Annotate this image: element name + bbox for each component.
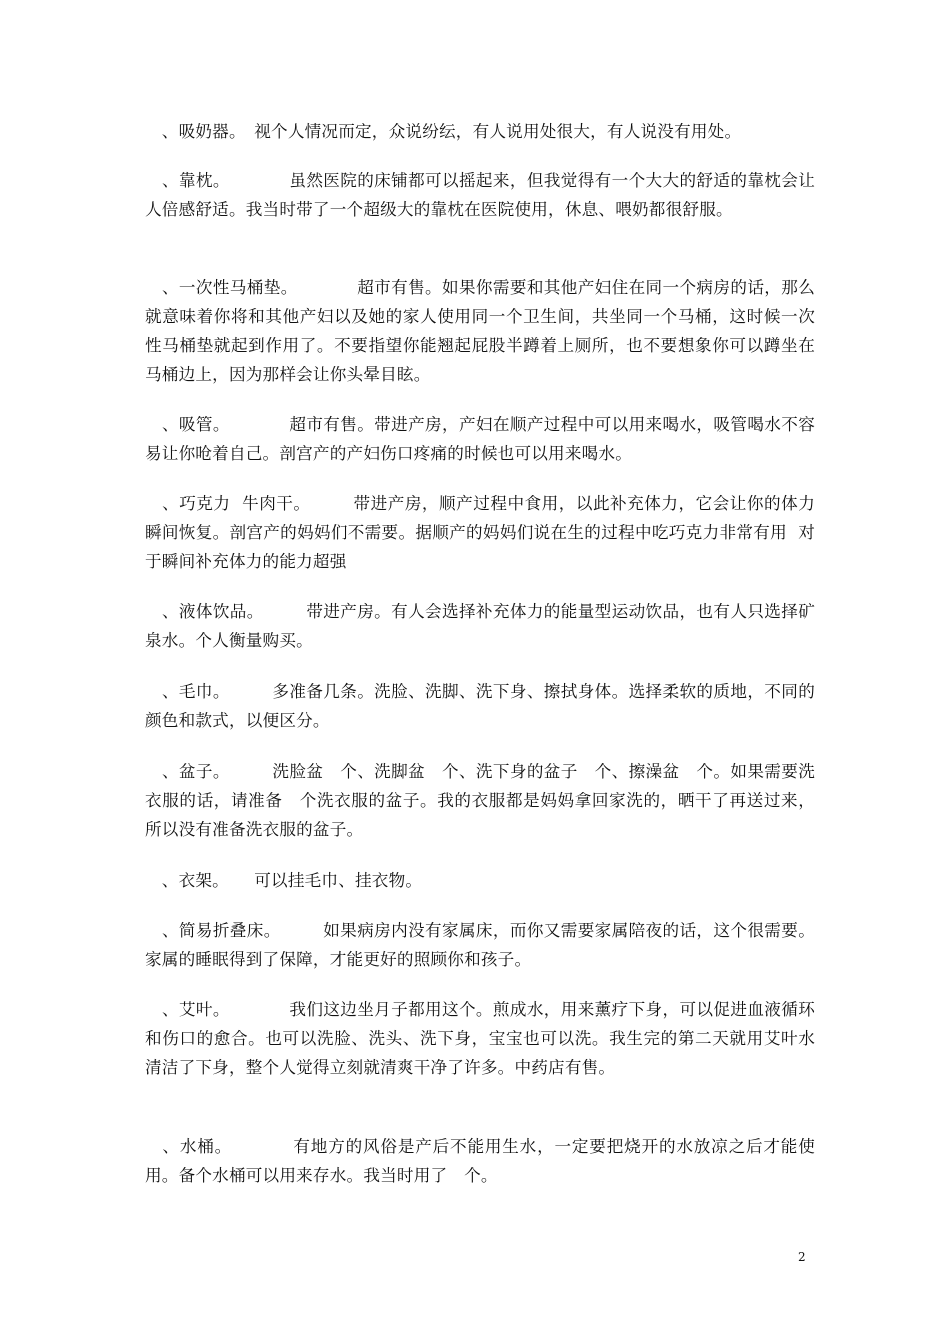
- item-hangers: 、衣架。 可以挂毛巾、挂衣物。: [145, 871, 423, 890]
- item-towels: 、毛巾。 多准备几条。洗脸、洗脚、洗下身、擦拭身体。选择柔软的质地，不同的颜色和款式，以便区分。: [145, 682, 815, 730]
- item-mugwort: 、艾叶。 我们这边坐月子都用这个。煎成水，用来薰疗下身，可以促进血液循环和伤口的愈合。也可以洗脸、洗头、洗下身，宝宝也可以洗。我生完的第二天就用艾叶水清洁了下身，整个人觉得立刻就清爽干净了许多。中药店有售。: [145, 1000, 815, 1077]
- item-folding-bed: 、简易折叠床。 如果病房内没有家属床，而你又需要家属陪夜的话，这个很需要。家属的睡眠得到了保障，才能更好的照顾你和孩子。: [145, 921, 815, 969]
- item-toilet-seat-cover: 、一次性马桶垫。 超市有售。如果你需要和其他产妇住在同一个病房的话，那么就意味着你将和其他产妇以及她的家人使用同一个卫生间，共坐同一个马桶，这时候一次性马桶垫就起到作用了。不要指望你能翘起屁股半蹲着上厕所，也不要想象你可以蹲坐在马桶边上，因为那样会让你头晕目眩。: [145, 278, 815, 384]
- page-number: 2: [798, 1250, 806, 1264]
- item-breast-pump: 、吸奶器。 视个人情况而定，众说纷纭，有人说用处很大，有人说没有用处。: [145, 122, 742, 141]
- item-straw: 、吸管。 超市有售。带进产房，产妇在顺产过程中可以用来喝水，吸管喝水不容易让你呛着自己。剖宫产的产妇伤口疼痛的时候也可以用来喝水。: [145, 415, 815, 463]
- item-liquid-drinks: 、液体饮品。 带进产房。有人会选择补充体力的能量型运动饮品，也有人只选择矿泉水。个人衡量购买。: [145, 602, 815, 650]
- item-pillow: 、靠枕。 虽然医院的床铺都可以摇起来，但我觉得有一个大大的舒适的靠枕会让人倍感舒适。我当时带了一个超级大的靠枕在医院使用，休息、喂奶都很舒服。: [145, 171, 815, 219]
- item-bucket: 、水桶。 有地方的风俗是产后不能用生水，一定要把烧开的水放凉之后才能使用。备个水桶可以用来存水。我当时用了 个。: [145, 1137, 815, 1185]
- item-chocolate-jerky: 、巧克力 牛肉干。 带进产房，顺产过程中食用，以此补充体力，它会让你的体力瞬间恢复。剖宫产的妈妈们不需要。据顺产的妈妈们说在生的过程中吃巧克力非常有用 对于瞬间补充体力的能力超强: [145, 494, 815, 571]
- item-basins: 、盆子。 洗脸盆 个、洗脚盆 个、洗下身的盆子 个、擦澡盆 个。如果需要洗衣服的话，请准备 个洗衣服的盆子。我的衣服都是妈妈拿回家洗的，晒干了再送过来，所以没有准备洗衣服的盆子。: [145, 762, 815, 839]
